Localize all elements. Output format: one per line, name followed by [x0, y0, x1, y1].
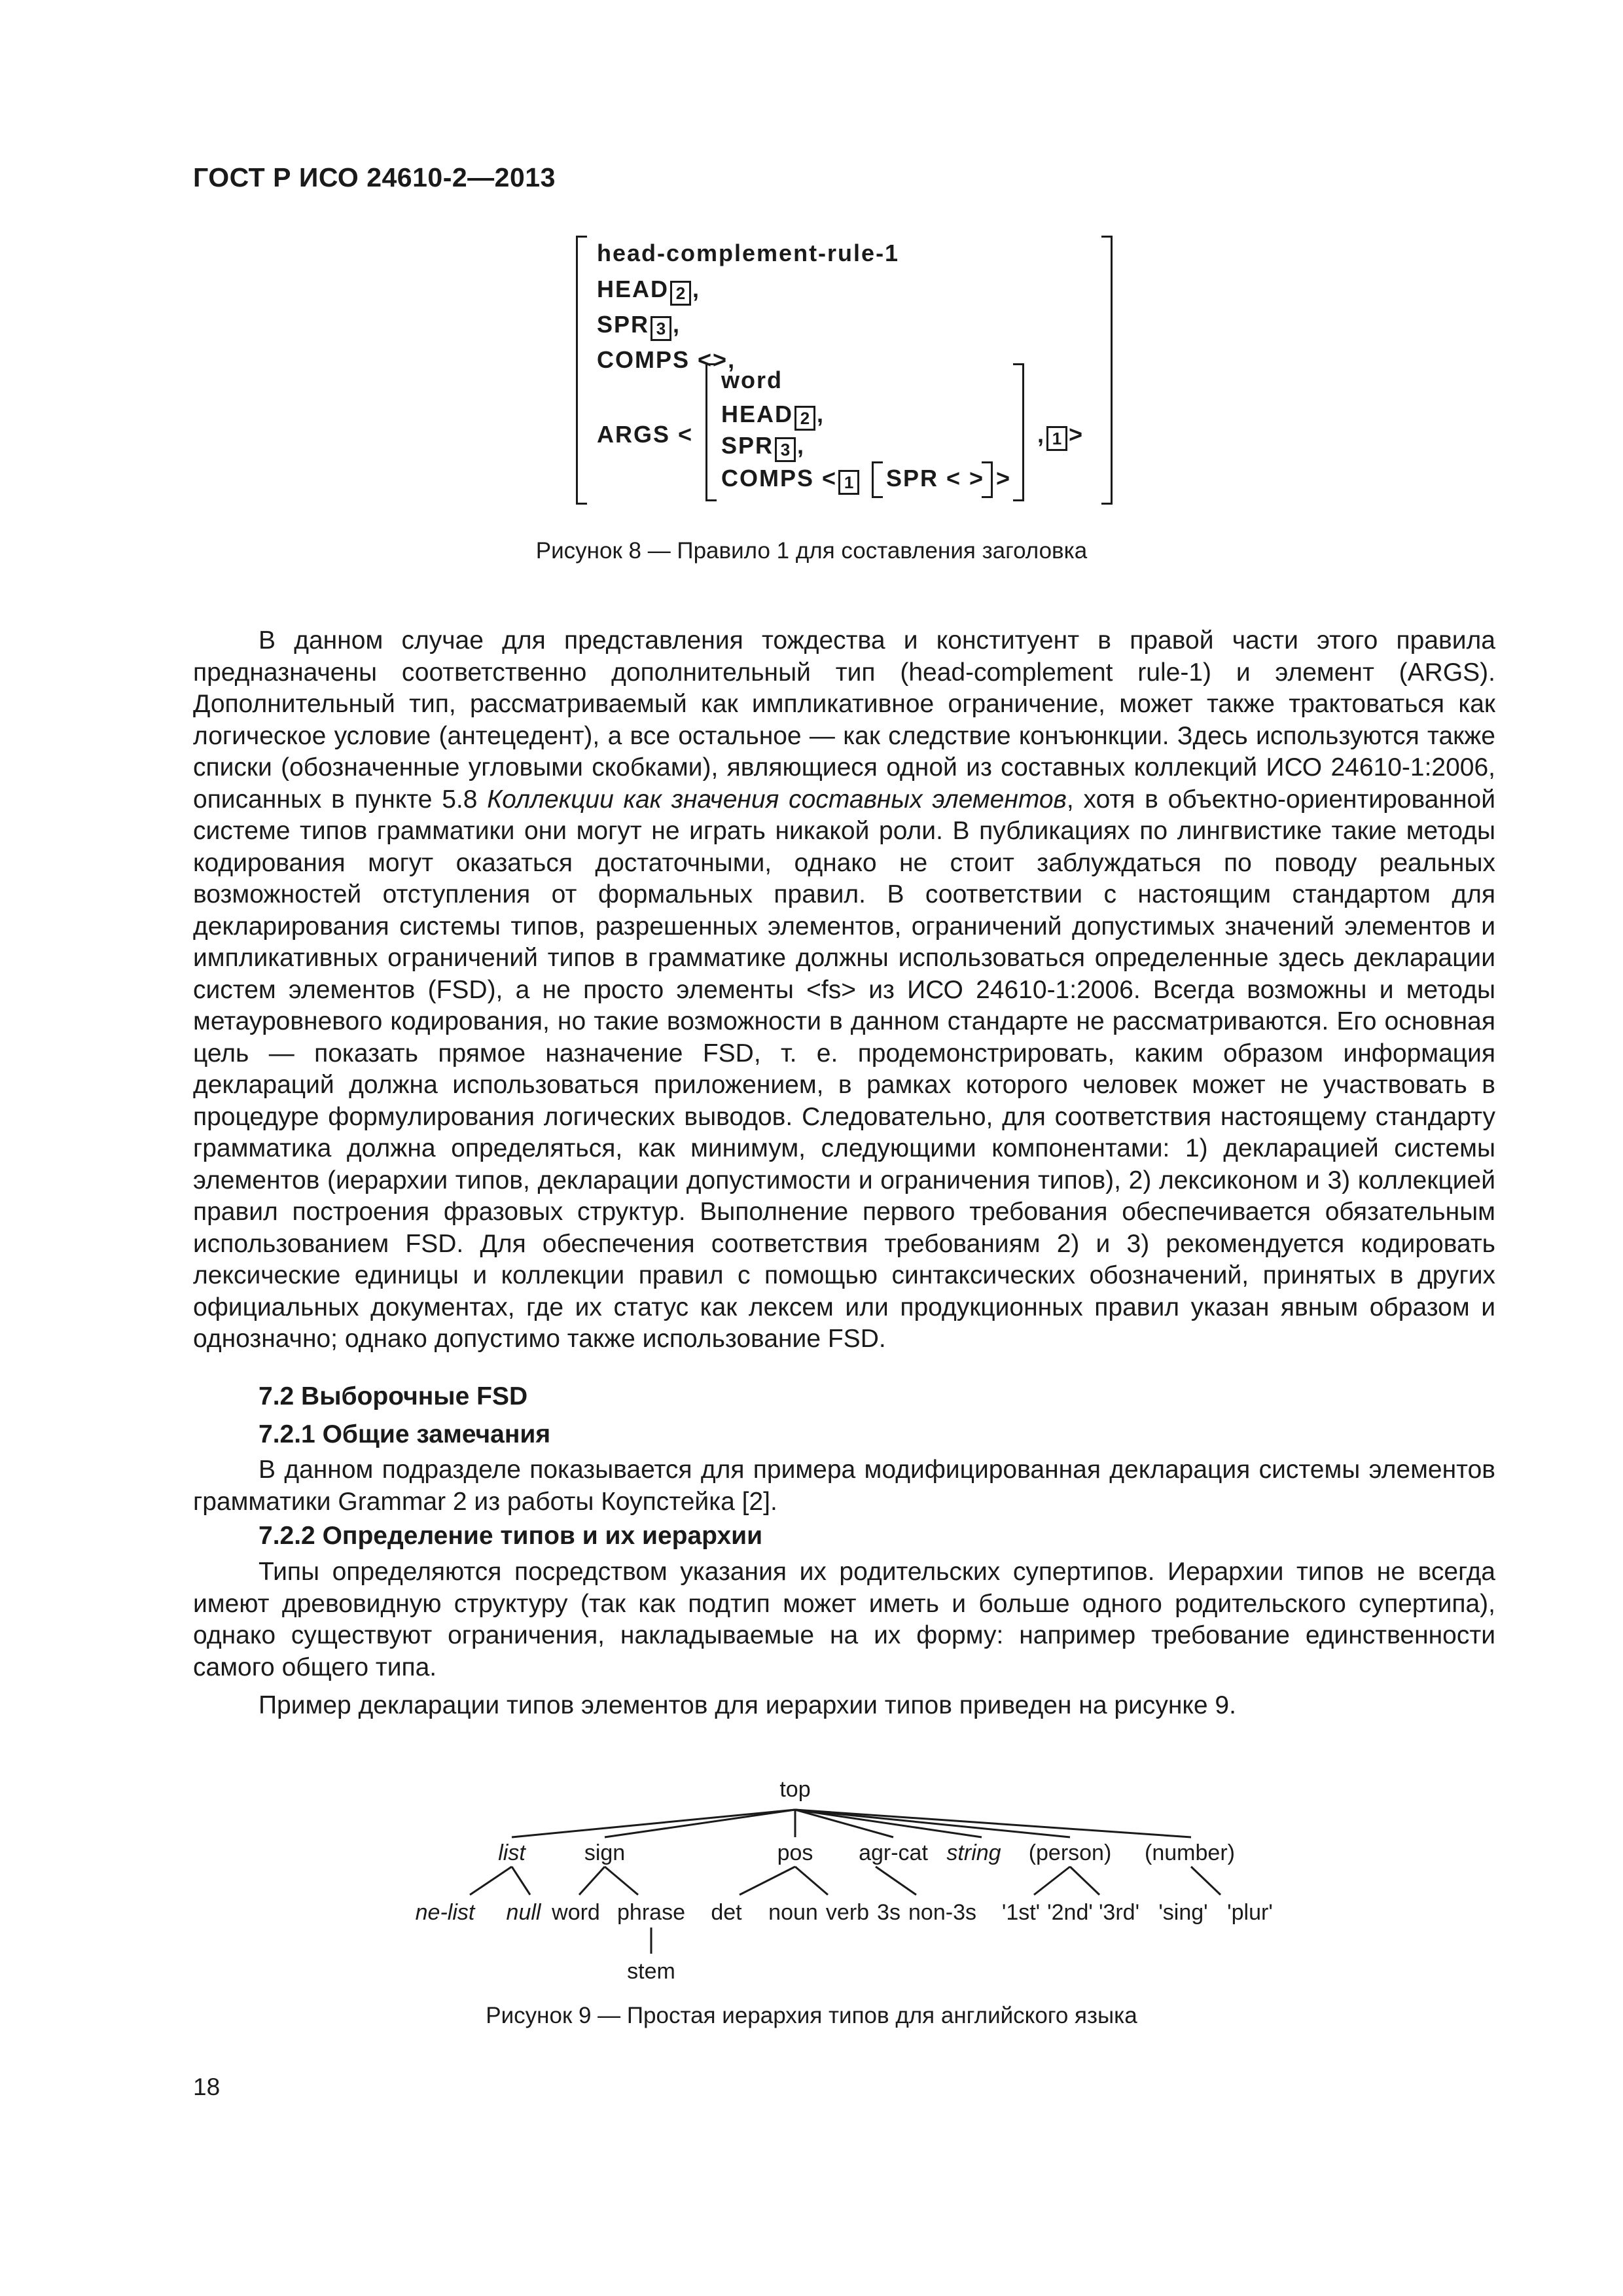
spr-small-right-bracket [982, 461, 993, 498]
node-null: null [506, 1900, 541, 1925]
node-1st: '1st' [1001, 1900, 1041, 1925]
spr-small-left-bracket [872, 461, 883, 498]
figure-8-caption: Рисунок 8 — Правило 1 для составления заголовка [535, 538, 1088, 564]
node-string: string [946, 1840, 1001, 1865]
node-phrase: phrase [617, 1900, 685, 1925]
word-type: word [721, 367, 783, 393]
node-noun: noun [768, 1900, 818, 1925]
node-3rd: '3rd' [1098, 1900, 1140, 1925]
node-plur: 'plur' [1227, 1900, 1273, 1925]
node-non-3s: non-3s [908, 1900, 976, 1925]
spr-feature: SPR 3 , [597, 311, 681, 341]
outer-left-bracket [576, 236, 587, 505]
inner-spr-feature: SPR 3 , [721, 432, 805, 462]
node-stem: stem [627, 1959, 675, 1984]
rule-name: head-complement-rule-1 [597, 240, 900, 266]
comps-feature: COMPS <>, [597, 346, 736, 373]
node-person: (person) [1028, 1840, 1112, 1865]
outer-right-bracket [1101, 236, 1113, 505]
close-angle: > [996, 465, 1012, 492]
paragraph-7-2-1: В данном подразделе показывается для примера модифицированная декларация системы элементов грамматики Grammar 2 из работы Коупстейка [2]. [193, 1456, 1495, 1516]
section-7-2-2-heading: 7.2.2 Определение типов и их иерархии [259, 1522, 763, 1550]
node-sign: sign [584, 1840, 626, 1865]
section-7-2-1-heading: 7.2.1 Общие замечания [259, 1420, 551, 1448]
node-word: word [552, 1900, 600, 1925]
spr-empty: SPR < > [886, 465, 985, 492]
node-ne-list: ne-list [415, 1900, 475, 1925]
node-3s: 3s [877, 1900, 901, 1925]
section-7-2-heading: 7.2 Выборочные FSD [259, 1382, 528, 1410]
args-tail: , 1 > [1037, 421, 1084, 451]
head-feature: HEAD 2 , [597, 276, 700, 306]
inner-head-feature: HEAD 2 , [721, 401, 825, 431]
page-number: 18 [193, 2073, 221, 2100]
figure-9-caption: Рисунок 9 — Простая иерархия типов для английского языка [486, 2003, 1137, 2028]
figure-9-type-hierarchy [393, 1761, 1309, 1990]
node-pos: pos [777, 1840, 813, 1865]
node-2nd: '2nd' [1047, 1900, 1093, 1925]
node-list: list [498, 1840, 526, 1865]
node-top: top [779, 1777, 811, 1802]
main-paragraph: В данном случае для представления тождества и конституент в правой части этого правила предназначены соответственно дополнительный тип (head-complement rule-1) и элемент (ARGS). Дополнительный тип, рассматриваемый как импликативное ограничение, может также трактоваться как логическое условие (антецедент), а все остальное — как следствие конъюнкции. Здесь используются также списки (обозначенные угловыми скобками), являющиеся одной из составных коллекций ИСО 24610-1:2006, описанных в пункте 5.8 Коллекции как значения составных элементов, хотя в объектно-ориентированной системе типов грамматики они могут не играть никакой роли. В публикациях по лингвистике такие методы кодирования могут оказаться достаточными, однако не стоит заблуждаться по поводу реальных возможностей отступления от формальных правил. В соответствии с настоящим стандартом для декларирования системы типов, разрешенных элементов, ограничений допустимых значений элементов и импликативных ограничений типов в грамматике должны использоваться определенные здесь декларации систем элементов (FSD), а не просто элементы <fs> из ИСО 24610-1:2006. Всегда возможны и методы метауровневого кодирования, но такие возможности в данном стандарте не рассматриваются. Его основная цель — показать прямое назначение FSD, т. е. продемонстрировать, каким образом информация деклараций должна использоваться приложением, в рамках которого человек может не участвовать в процедуре формулирования логических выводов. Следовательно, для соответствия настоящему стандарту грамматика должна определяться, как минимум, следующими компонентами: 1) декларацией системы элементов (иерархии типов, декларации допустимости и ограничения типов), 2) лексиконом и 3) коллекцией правил построения фразовых структур. Выполнение первого требования обеспечивается обязательным использованием FSD. Для обеспечения соответствия требованиям 2) и 3) рекомендуется кодировать лексические единицы и коллекции правил с помощью синтаксических обозначений, принятых в других официальных документах, где их статус как лексем или продукционных правил указан явным образом и однозначно; однако допустимо также использование FSD. [193, 626, 1495, 1353]
inner-comps-feature: COMPS < 1 [721, 465, 861, 495]
node-number: (number) [1145, 1840, 1235, 1865]
inner-left-bracket [705, 363, 717, 501]
args-label: ARGS < [597, 421, 694, 448]
inner-right-bracket [1013, 363, 1024, 501]
paragraph-7-2-2: Типы определяются посредством указания их родительских супертипов. Иерархии типов не всегда имеют древовидную структуру (так как подтип может иметь и больше одного родительского супертипа), однако существуют ограничения, накладываемые на их форму: например требование единственности самого общего типа. [193, 1558, 1495, 1681]
node-agr-cat: agr-cat [859, 1840, 928, 1865]
node-verb: verb [825, 1900, 870, 1925]
node-sing: 'sing' [1158, 1900, 1208, 1925]
document-header: ГОСТ Р ИСО 24610-2—2013 [193, 162, 556, 192]
paragraph-figure-ref: Пример декларации типов элементов для иерархии типов приведен на рисунке 9. [259, 1691, 1236, 1719]
figure-8-avm [576, 236, 1113, 507]
node-det: det [711, 1900, 742, 1925]
